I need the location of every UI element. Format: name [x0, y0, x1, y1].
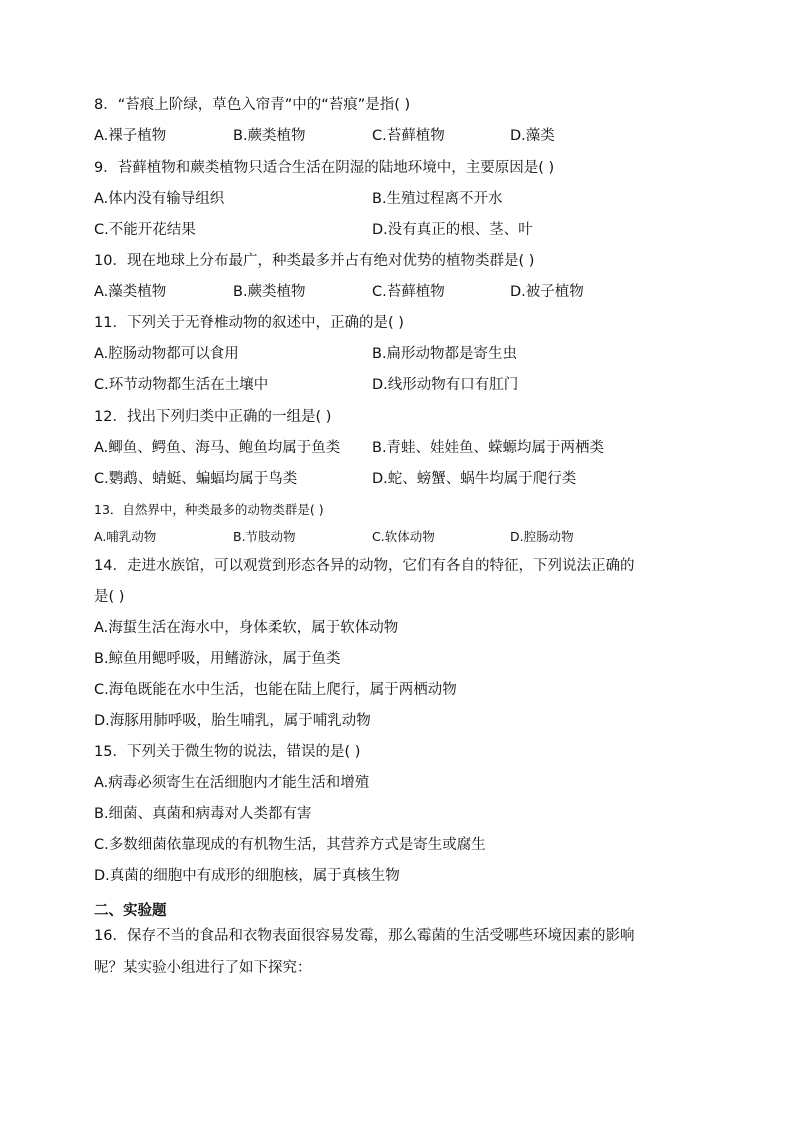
question-9-options-row2: [94, 220, 714, 240]
question-12-stem: 12．找出下列归类中正确的一组是( ): [94, 409, 332, 425]
question-14-stem-line1: 14．走进水族馆，可以观赏到形态各异的动物，它们有各自的特征，下列说法正确的: [94, 558, 635, 574]
question-15-option-c: C.多数细菌依靠现成的有机物生活，其营养方式是寄生或腐生: [94, 837, 486, 853]
option-c: C.环节动物都生活在土壤中: [94, 377, 269, 393]
option-d: D.被子植物: [510, 284, 584, 300]
question-15-stem: 15．下列关于微生物的说法，错误的是( ): [94, 744, 361, 760]
question-11-options-row1: [94, 344, 714, 364]
question-10-stem: 10．现在地球上分布最广，种类最多并占有绝对优势的植物类群是( ): [94, 253, 535, 269]
question-12-options-row1: [94, 438, 714, 458]
option-c: C.软体动物: [372, 529, 435, 544]
question-15-option-d: D.真菌的细胞中有成形的细胞核，属于真核生物: [94, 868, 400, 884]
option-a: A.腔肠动物都可以食用: [94, 346, 239, 362]
option-a: A.哺乳动物: [94, 529, 157, 544]
option-b: B.生殖过程离不开水: [372, 191, 503, 207]
question-14-stem-line2: 是( ): [94, 589, 125, 605]
option-a: A.体内没有输导组织: [94, 191, 225, 207]
option-b: B.青蛙、娃娃鱼、蝾螈均属于两栖类: [372, 440, 605, 456]
option-b: B.蕨类植物: [233, 128, 306, 144]
option-d: D.线形动物有口有肛门: [372, 377, 519, 393]
question-15-option-b: B.细菌、真菌和病毒对人类都有害: [94, 806, 312, 822]
option-d: D.腔肠动物: [510, 529, 574, 544]
question-15-option-a: A.病毒必须寄生在活细胞内才能生活和增殖: [94, 775, 370, 791]
option-b: B.节肢动物: [233, 529, 296, 544]
question-11-stem: 11．下列关于无脊椎动物的叙述中，正确的是( ): [94, 315, 404, 331]
question-8-options: [94, 126, 714, 146]
option-c: C.苔藓植物: [372, 284, 445, 300]
question-8-stem: 8．“苔痕上阶绿，草色入帘青”中的“苔痕”是指( ): [94, 97, 411, 113]
question-10-options: [94, 282, 714, 302]
question-14-option-d: D.海豚用肺呼吸，胎生哺乳，属于哺乳动物: [94, 713, 371, 729]
option-c: C.苔藓植物: [372, 128, 445, 144]
question-14-option-b: B.鲸鱼用鳃呼吸，用鳍游泳，属于鱼类: [94, 651, 341, 667]
question-9-stem: 9．苔藓植物和蕨类植物只适合生活在阴湿的陆地环境中，主要原因是( ): [94, 160, 555, 176]
option-c: C.不能开花结果: [94, 222, 196, 238]
question-14-option-a: A.海蜇生活在海水中，身体柔软，属于软体动物: [94, 620, 399, 636]
question-14-option-c: C.海龟既能在水中生活，也能在陆上爬行，属于两栖动物: [94, 682, 457, 698]
question-16-stem-line2: 呢？某实验小组进行了如下探究：: [94, 960, 312, 976]
option-d: D.藻类: [510, 128, 555, 144]
question-13-stem: 13．自然界中，种类最多的动物类群是( ): [94, 502, 324, 517]
question-12-options-row2: [94, 469, 714, 489]
option-b: B.扁形动物都是寄生虫: [372, 346, 518, 362]
question-11-options-row2: [94, 375, 714, 395]
option-d: D.没有真正的根、茎、叶: [372, 222, 533, 238]
question-16-stem-line1: 16．保存不当的食品和衣物表面很容易发霉，那么霉菌的生活受哪些环境因素的影响: [94, 928, 635, 944]
question-9-options-row1: [94, 189, 714, 209]
option-a: A.藻类植物: [94, 284, 167, 300]
option-c: C.鹦鹉、蜻蜓、蝙蝠均属于鸟类: [94, 471, 298, 487]
option-a: A.裸子植物: [94, 128, 167, 144]
section-title-experiment: 二、实验题: [94, 903, 167, 919]
option-b: B.蕨类植物: [233, 284, 306, 300]
option-d: D.蛇、螃蟹、蜗牛均属于爬行类: [372, 471, 577, 487]
option-a: A.鲫鱼、鳄鱼、海马、鲍鱼均属于鱼类: [94, 440, 341, 456]
question-13-options: [94, 527, 714, 547]
